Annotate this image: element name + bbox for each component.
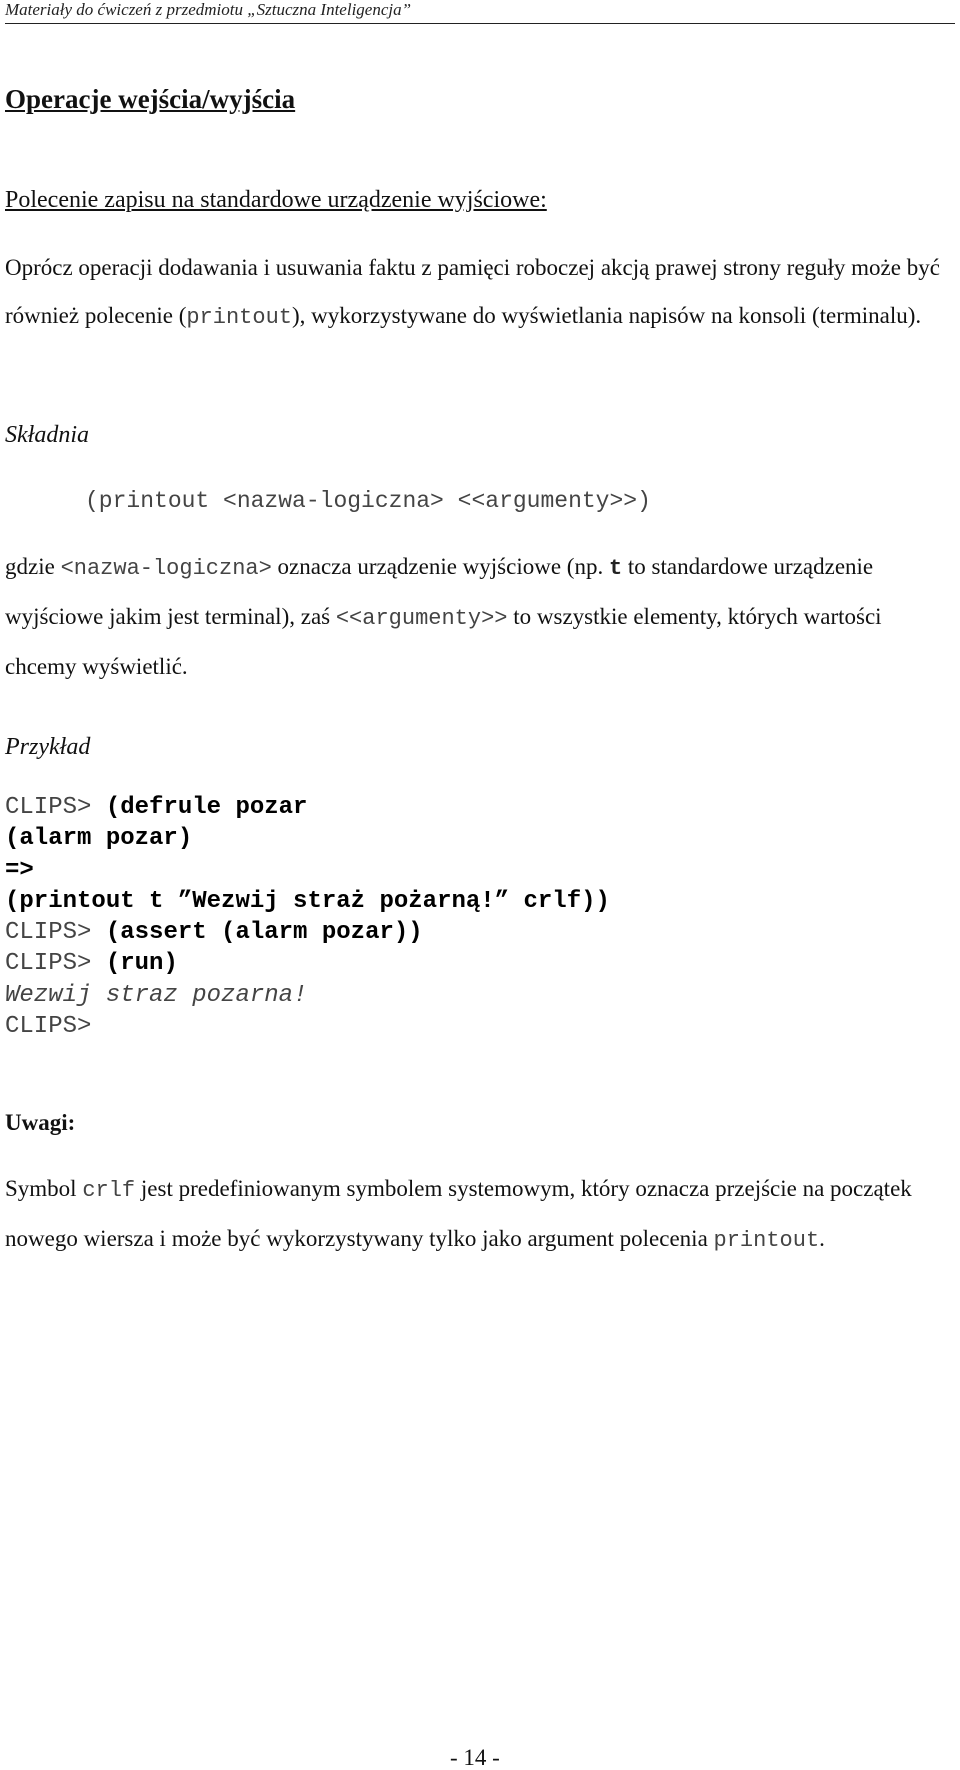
code-alarm: (alarm pozar) <box>5 825 193 853</box>
code-line-5 <box>5 917 610 948</box>
desc-text-3: to standardowe urządzenie wyjściowe jakim jest terminal), zaś <box>5 554 874 629</box>
code-printout: (printout t ”Wezwij straż pożarną!” crlf)) <box>5 887 610 915</box>
desc-code-t: t <box>608 556 623 581</box>
desc-code-nazwa: <nazwa-logiczna> <box>60 556 272 581</box>
description-paragraph <box>5 543 955 691</box>
intro-code-printout: printout <box>186 305 292 330</box>
notes-code-printout: printout <box>713 1228 820 1253</box>
intro-text-1: Oprócz operacji dodawania i usuwania faktu z pamięci roboczej akcją prawej strony reguły może być również polecenie ( <box>5 255 940 328</box>
code-line-1 <box>5 792 610 823</box>
code-line-4 <box>5 886 610 917</box>
desc-text-4: to wszystkie elementy, których wartości chcemy wyświetlić. <box>5 604 882 679</box>
syntax-label: Składnia <box>5 422 89 448</box>
example-label: Przykład <box>5 734 91 760</box>
desc-text-2: oznacza urządzenie wyjściowe (np. <box>271 554 609 579</box>
code-line-3 <box>5 855 610 886</box>
clips-prompt: CLIPS> <box>5 794 92 821</box>
page-number: - 14 - <box>450 1745 500 1770</box>
clips-prompt: CLIPS> <box>5 950 92 978</box>
section-title: Operacje wejścia/wyjścia <box>5 84 296 114</box>
header-rule <box>5 23 955 24</box>
subheading: Polecenie zapisu na standardowe urządzenie wyjściowe: <box>5 187 547 213</box>
desc-text-1: gdzie <box>5 554 61 579</box>
desc-code-argumenty: <<argumenty>> <box>335 606 508 631</box>
code-line-6 <box>5 948 610 979</box>
code-line-8 <box>5 1011 610 1042</box>
code-example <box>5 792 610 1042</box>
code-defrule: (defrule pozar <box>105 794 308 821</box>
clips-prompt: CLIPS> <box>5 919 92 947</box>
intro-text-2: ), wykorzystywane do wyświetlania napisów na konsoli (terminalu). <box>291 303 922 328</box>
code-line-7 <box>5 980 610 1011</box>
code-output: Wezwij straz pozarna! <box>5 981 308 1009</box>
code-run: (run) <box>105 950 178 978</box>
intro-paragraph <box>5 244 955 342</box>
running-header: Materiały do ćwiczeń z przedmiotu „Sztuczna Inteligencja” <box>5 0 412 19</box>
notes-paragraph <box>5 1165 955 1265</box>
notes-text-2: jest predefiniowanym symbolem systemowym, który oznacza przejście na początek nowego wiersza i może być wykorzystywany tylko jako argument polecenia <box>5 1176 912 1251</box>
code-line-2 <box>5 823 610 854</box>
notes-code-crlf: crlf <box>82 1178 136 1203</box>
notes-text-1: Symbol <box>5 1176 83 1201</box>
code-arrow: => <box>5 856 34 884</box>
code-assert: (assert (alarm pozar)) <box>105 919 423 947</box>
notes-text-3: . <box>819 1226 825 1251</box>
notes-title: Uwagi: <box>5 1110 76 1135</box>
syntax-line: (printout <nazwa-logiczna> <<argumenty>>) <box>85 488 651 514</box>
clips-prompt: CLIPS> <box>5 1013 92 1041</box>
